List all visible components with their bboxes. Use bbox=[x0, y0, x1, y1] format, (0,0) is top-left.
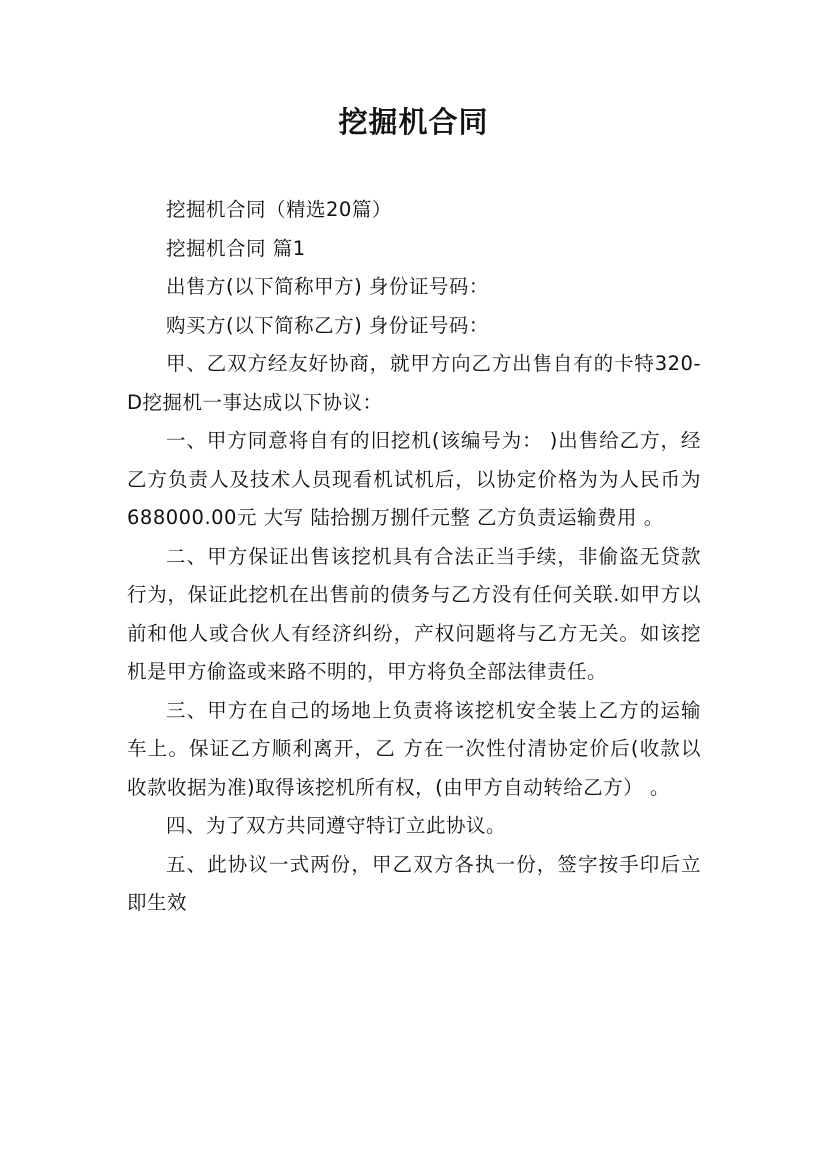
paragraph-clause-1: 一、甲方同意将自有的旧挖机(该编号为： )出售给乙方，经乙方负责人及技术人员现看机试机后，以协定价格为为人民币为688000.00元 大写 陆拾捌万捌仟元整 乙方负责运输费用 。 bbox=[127, 429, 701, 529]
paragraph-section-heading: 挖掘机合同 篇1 bbox=[166, 236, 306, 260]
document-body bbox=[127, 191, 701, 923]
paragraph-buyer: 购买方(以下简称乙方) 身份证号码： bbox=[166, 313, 489, 337]
paragraph-clause-2: 二、甲方保证出售该挖机具有合法正当手续，非偷盗无贷款行为，保证此挖机在出售前的债务与乙方没有任何关联.如甲方以前和他人或合伙人有经济纠纷，产权问题将与乙方无关。如该挖机是甲方偷盗或来路不明的，甲方将负全部法律责任。 bbox=[127, 544, 701, 683]
paragraph-clause-3: 三、甲方在自己的场地上负责将该挖机安全装上乙方的运输车上。保证乙方顺利离开，乙 方在一次性付清协定价后(收款以收款收据为准)取得该挖机所有权，(由甲方自动转给乙方） 。 bbox=[127, 698, 701, 799]
paragraph-seller: 出售方(以下简称甲方) 身份证号码： bbox=[166, 275, 489, 298]
paragraph-intro: 甲、乙双方经友好协商，就甲方向乙方出售自有的卡特320-D挖掘机一事达成以下协议： bbox=[127, 352, 701, 414]
paragraph-clause-5: 五、此协议一式两份，甲乙双方各执一份，签字按手印后立即生效 bbox=[127, 852, 701, 914]
paragraph-subtitle: 挖掘机合同（精选20篇） bbox=[166, 198, 392, 221]
paragraph-clause-4: 四、为了双方共同遵守特订立此协议。 bbox=[166, 814, 507, 837]
document-title: 挖掘机合同 bbox=[338, 105, 489, 139]
